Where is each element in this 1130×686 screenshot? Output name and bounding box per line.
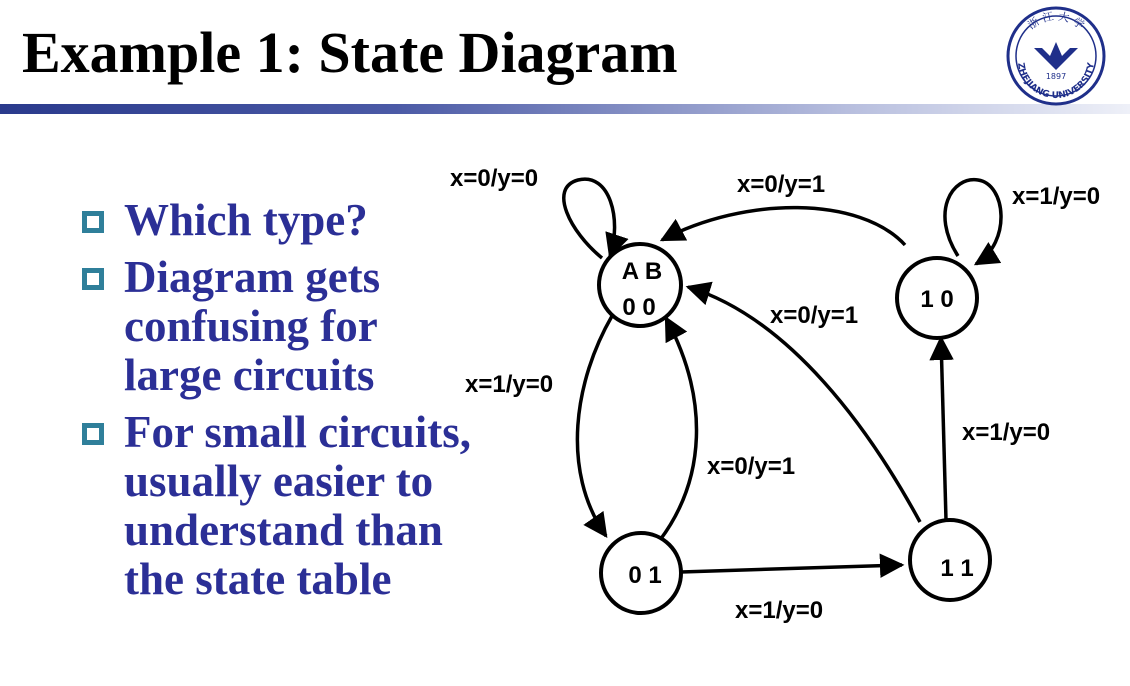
bullet-line: Diagram gets — [124, 252, 381, 302]
transition-10-00 — [662, 208, 905, 245]
logo-year: 1897 — [1045, 72, 1067, 81]
bullet-line: For small circuits, — [124, 407, 472, 457]
transition-01-00 — [660, 318, 697, 540]
edge-label: x=1/y=0 — [465, 371, 554, 398]
bullet-line: confusing for — [124, 301, 378, 351]
logo-text-bottom: ZHEJIANG UNIVERSITY — [1015, 62, 1097, 102]
bullet-line: usually easier to — [124, 456, 434, 506]
edge-label: x=0/y=1 — [770, 302, 859, 329]
bullet-line: Which type? — [124, 195, 368, 245]
state-10-label: 1 0 — [920, 286, 954, 313]
state-11-label: 1 1 — [940, 555, 974, 582]
state-diagram — [440, 150, 1130, 650]
transition-11-10 — [941, 338, 946, 520]
bullet-line: the state table — [124, 554, 392, 604]
edge-label: x=0/y=1 — [707, 453, 796, 480]
bullet-line: understand than — [124, 505, 443, 555]
state-00-header-label: A B — [621, 258, 663, 285]
transition-01-11 — [681, 565, 902, 572]
title-underline — [0, 104, 1130, 114]
state-00-value-label: 0 0 — [622, 294, 656, 321]
edge-label: x=1/y=0 — [1012, 183, 1101, 210]
transition-00-01 — [577, 316, 612, 536]
edge-label: x=0/y=0 — [450, 165, 539, 192]
transition-00-00 — [564, 179, 615, 258]
bullet-line: large circuits — [124, 350, 375, 400]
edge-label: x=0/y=1 — [737, 171, 826, 198]
state-01-label: 0 1 — [628, 562, 662, 589]
edge-label: x=1/y=0 — [962, 419, 1051, 446]
transition-10-10 — [945, 180, 1001, 264]
university-logo — [1004, 4, 1108, 108]
logo-text-top: 浙 江 大 学 — [1025, 9, 1087, 32]
square-bullet-icon — [82, 268, 104, 290]
square-bullet-icon — [82, 423, 104, 445]
edge-label: x=1/y=0 — [735, 597, 824, 624]
slide-title: Example 1: State Diagram — [22, 20, 678, 85]
square-bullet-icon — [82, 211, 104, 233]
